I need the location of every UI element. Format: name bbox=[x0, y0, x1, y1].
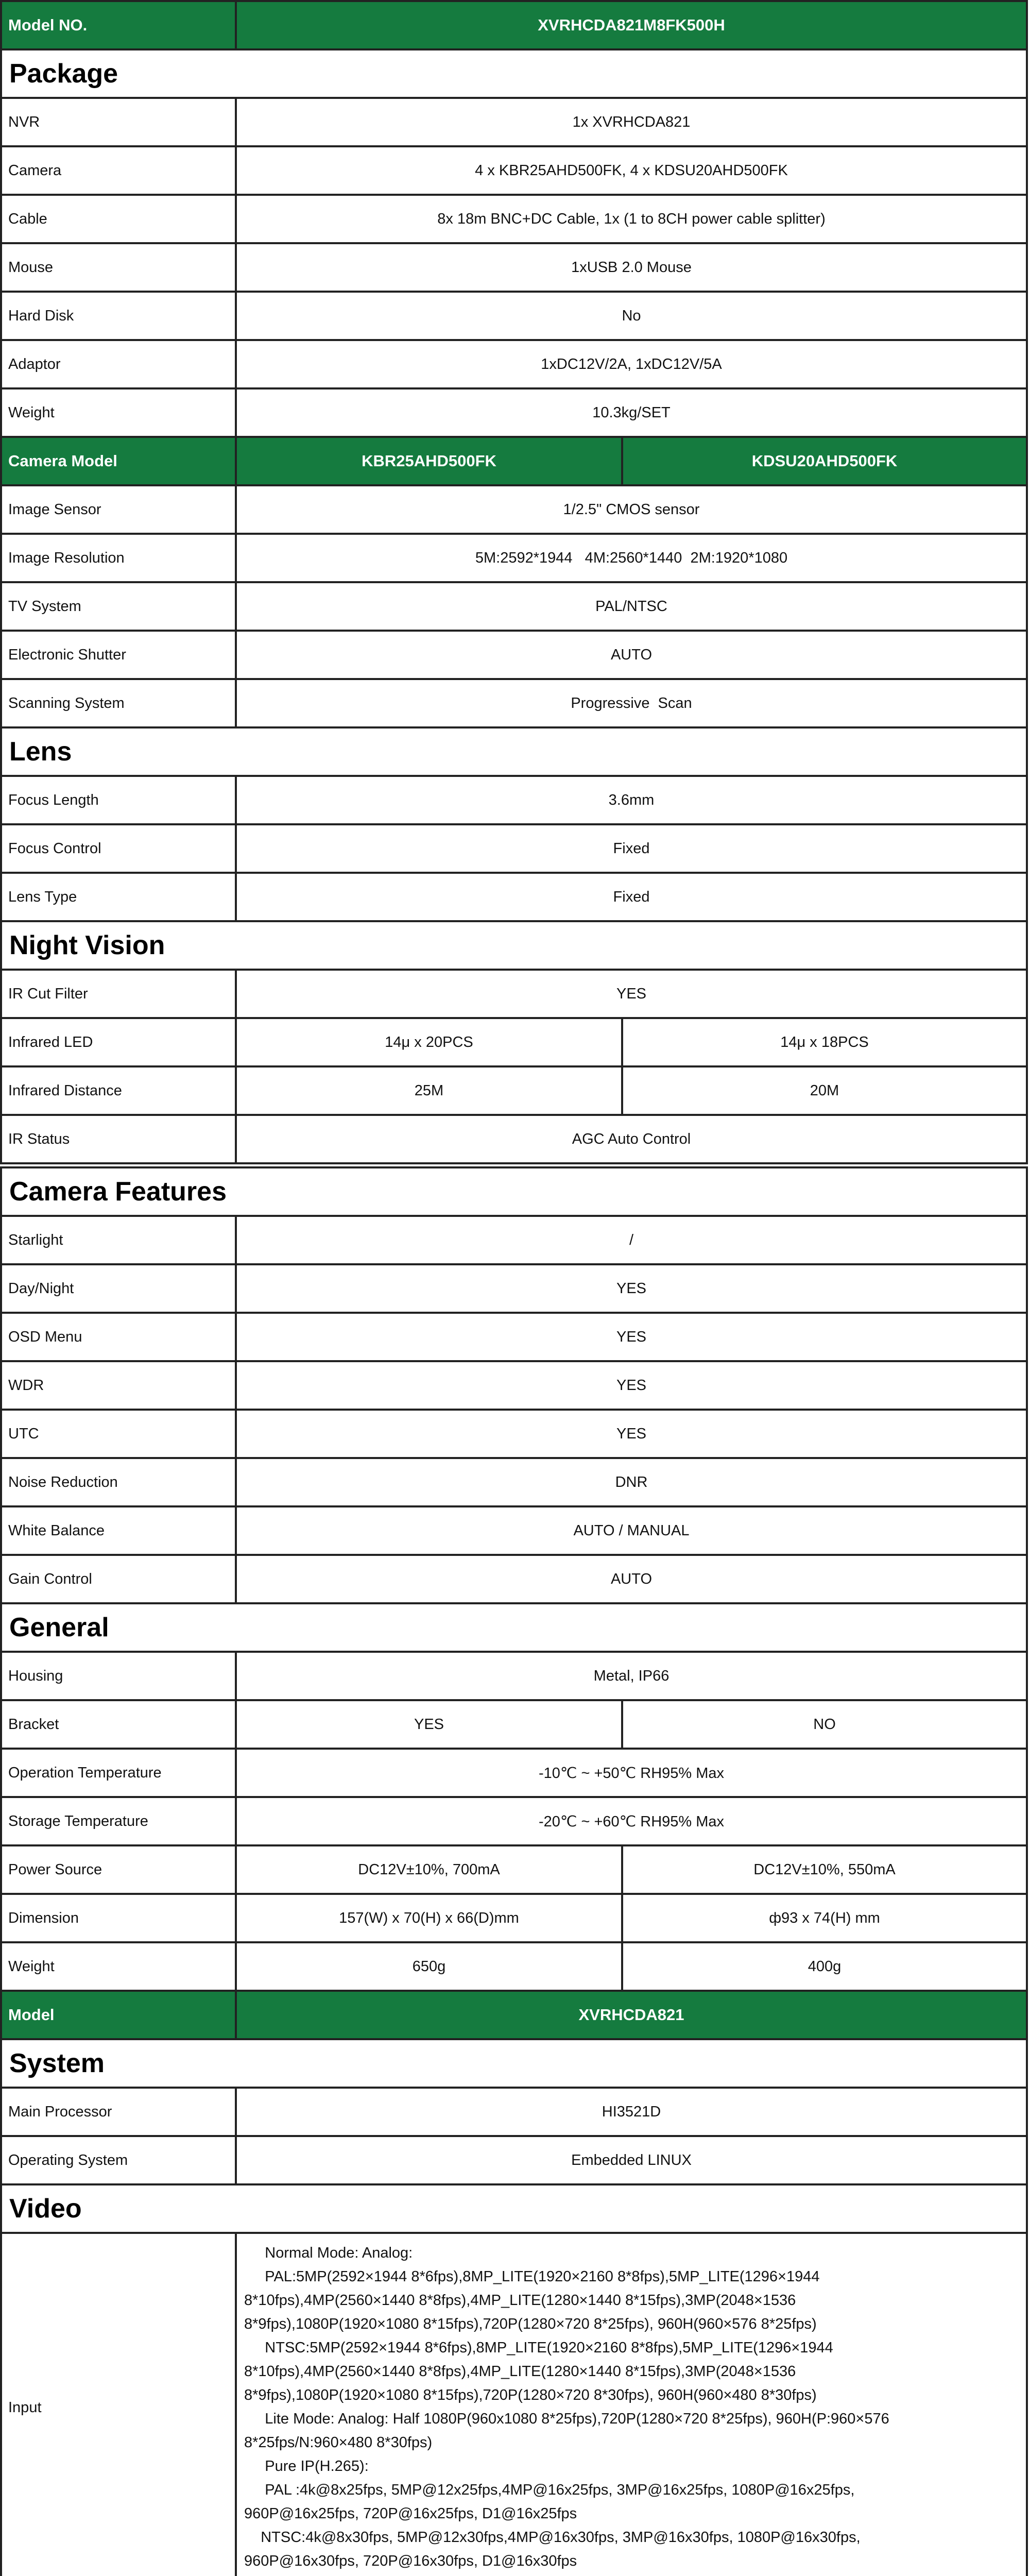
row-label: Camera bbox=[0, 145, 237, 196]
row-value: YES bbox=[235, 1409, 1028, 1459]
row-label: Operation Temperature bbox=[0, 1748, 237, 1798]
row-value: 1xUSB 2.0 Mouse bbox=[235, 242, 1028, 293]
table-row bbox=[0, 339, 1030, 389]
row-label: Main Processor bbox=[0, 2087, 237, 2137]
section-system bbox=[0, 2038, 1030, 2089]
model-no-value: XVRHCDA821M8FK500H bbox=[235, 0, 1028, 50]
table-row bbox=[0, 775, 1030, 825]
table-row bbox=[0, 678, 1030, 728]
row-label: Noise Reduction bbox=[0, 1457, 237, 1507]
row-label: IR Cut Filter bbox=[0, 969, 237, 1019]
camera-model-row bbox=[0, 436, 1030, 486]
row-value: YES bbox=[235, 1312, 1028, 1362]
row-value-col1: 157(W) x 70(H) x 66(D)mm bbox=[235, 1893, 623, 1943]
table-row bbox=[0, 1941, 1030, 1992]
row-value: Fixed bbox=[235, 823, 1028, 874]
table-row bbox=[0, 484, 1030, 535]
section-package bbox=[0, 48, 1030, 99]
row-label: Image Resolution bbox=[0, 533, 237, 583]
section-night-vision-title: Night Vision bbox=[0, 920, 1028, 971]
table-row bbox=[0, 242, 1030, 293]
row-value: 1x XVRHCDA821 bbox=[235, 97, 1028, 147]
row-value: AUTO bbox=[235, 630, 1028, 680]
table-row bbox=[0, 1796, 1030, 1846]
row-value: -10℃ ~ +50℃ RH95% Max bbox=[235, 1748, 1028, 1798]
table-row bbox=[0, 97, 1030, 147]
row-label: Gain Control bbox=[0, 1554, 237, 1604]
row-label: Input bbox=[0, 2232, 237, 2576]
row-value-col2: 14μ x 18PCS bbox=[621, 1017, 1028, 1067]
row-label: Operating System bbox=[0, 2135, 237, 2185]
table-row bbox=[0, 1065, 1030, 1116]
table-row bbox=[0, 1017, 1030, 1067]
row-value: AUTO bbox=[235, 1554, 1028, 1604]
table-row bbox=[0, 581, 1030, 632]
row-label: Adaptor bbox=[0, 339, 237, 389]
row-label: Starlight bbox=[0, 1215, 237, 1265]
model-no-label: Model NO. bbox=[0, 0, 237, 50]
row-label: TV System bbox=[0, 581, 237, 632]
row-value-col2: ф93 x 74(H) mm bbox=[621, 1893, 1028, 1943]
row-label: Power Source bbox=[0, 1844, 237, 1895]
row-label: Day/Night bbox=[0, 1263, 237, 1314]
row-value: AUTO / MANUAL bbox=[235, 1505, 1028, 1556]
row-value-col1: YES bbox=[235, 1699, 623, 1750]
row-label: Mouse bbox=[0, 242, 237, 293]
row-value: 4 x KBR25AHD500FK, 4 x KDSU20AHD500FK bbox=[235, 145, 1028, 196]
table-row bbox=[0, 872, 1030, 922]
row-value: 10.3kg/SET bbox=[235, 387, 1028, 438]
row-label: Storage Temperature bbox=[0, 1796, 237, 1846]
row-label: OSD Menu bbox=[0, 1312, 237, 1362]
row-label: Focus Control bbox=[0, 823, 237, 874]
table-row bbox=[0, 2087, 1030, 2137]
row-value: HI3521D bbox=[235, 2087, 1028, 2137]
row-value: Metal, IP66 bbox=[235, 1651, 1028, 1701]
table-row bbox=[0, 1312, 1030, 1362]
row-label: Housing bbox=[0, 1651, 237, 1701]
model-no-row bbox=[0, 0, 1030, 50]
row-value-col2: 400g bbox=[621, 1941, 1028, 1992]
row-label: Scanning System bbox=[0, 678, 237, 728]
table-row bbox=[0, 1457, 1030, 1507]
table-row bbox=[0, 969, 1030, 1019]
row-label: Focus Length bbox=[0, 775, 237, 825]
camera-model-label: Camera Model bbox=[0, 436, 237, 486]
row-value: 8x 18m BNC+DC Cable, 1x (1 to 8CH power cable splitter) bbox=[235, 194, 1028, 244]
row-value: AGC Auto Control bbox=[235, 1114, 1028, 1164]
row-value: YES bbox=[235, 969, 1028, 1019]
row-label: White Balance bbox=[0, 1505, 237, 1556]
row-label: NVR bbox=[0, 97, 237, 147]
section-video-title: Video bbox=[0, 2183, 1028, 2234]
model-value: XVRHCDA821 bbox=[235, 1990, 1028, 2040]
row-label: UTC bbox=[0, 1409, 237, 1459]
table-row bbox=[0, 1893, 1030, 1943]
row-label: IR Status bbox=[0, 1114, 237, 1164]
row-value-col1: DC12V±10%, 700mA bbox=[235, 1844, 623, 1895]
model-row bbox=[0, 1990, 1030, 2040]
row-label: Dimension bbox=[0, 1893, 237, 1943]
row-value: 1xDC12V/2A, 1xDC12V/5A bbox=[235, 339, 1028, 389]
row-value: 3.6mm bbox=[235, 775, 1028, 825]
row-value-col1: 650g bbox=[235, 1941, 623, 1992]
row-label: Image Sensor bbox=[0, 484, 237, 535]
camera-model-col2: KDSU20AHD500FK bbox=[621, 436, 1028, 486]
table-row bbox=[0, 387, 1030, 438]
row-value: YES bbox=[235, 1360, 1028, 1411]
row-value: -20℃ ~ +60℃ RH95% Max bbox=[235, 1796, 1028, 1846]
table-row bbox=[0, 2135, 1030, 2185]
table-row bbox=[0, 1505, 1030, 1556]
section-package-title: Package bbox=[0, 48, 1028, 99]
row-value: Embedded LINUX bbox=[235, 2135, 1028, 2185]
row-label: Electronic Shutter bbox=[0, 630, 237, 680]
row-value: YES bbox=[235, 1263, 1028, 1314]
camera-model-col1: KBR25AHD500FK bbox=[235, 436, 623, 486]
row-label: Weight bbox=[0, 1941, 237, 1992]
row-value: 5M:2592*1944 4M:2560*1440 2M:1920*1080 bbox=[235, 533, 1028, 583]
row-value: 1/2.5" CMOS sensor bbox=[235, 484, 1028, 535]
section-general-title: General bbox=[0, 1602, 1028, 1653]
table-row bbox=[0, 823, 1030, 874]
row-label: WDR bbox=[0, 1360, 237, 1411]
section-camera-features bbox=[0, 1166, 1030, 1217]
table-row bbox=[0, 1748, 1030, 1798]
section-system-title: System bbox=[0, 2038, 1028, 2089]
table-row bbox=[0, 1651, 1030, 1701]
table-row bbox=[0, 630, 1030, 680]
row-value: No bbox=[235, 291, 1028, 341]
table-row bbox=[0, 1409, 1030, 1459]
row-label: Hard Disk bbox=[0, 291, 237, 341]
section-video bbox=[0, 2183, 1030, 2234]
row-label: Infrared Distance bbox=[0, 1065, 237, 1116]
input-modes-text: Normal Mode: Analog: PAL:5MP(2592×1944 8*6fps),8MP_LITE(1920×2160 8*8fps),5MP_LITE(1296×1944 8*10fps),4MP(2560×1440 8*8fps),4MP_LITE(1280×1440 8*15fps),3MP(2048×1536 8*9fps),1080P(1920×1080 8*15fps),720P(1280×720 8*25fps), 960H(960×576 8*25fps) NTSC:5MP(2592×1944 8*6fps),8MP_LITE(1920×2160 8*8fps),5MP_LITE(1296×1944 8*10fps),4MP(2560×1440 8*8fps),4MP_LITE(1280×1440 8*15fps),3MP(2048×1536 8*9fps),1080P(1920×1080 8*15fps),720P(1280×720 8*30fps), 960H(960×480 8*30fps) Lite Mode: Analog: Half 1080P(960x1080 8*25fps),720P(1280×720 8*25fps), 960H(P:960×576 8*25fps/N:960×480 8*30fps) Pure IP(H.265): PAL :4k@8x25fps, 5MP@12x25fps,4MP@16x25fps, 3MP@16x25fps, 1080P@16x25fps, 960P@16x25fps, 720P@16x25fps, D1@16x25fps NTSC:4k@8x30fps, 5MP@12x30fps,4MP@16x30fps, 3MP@16x30fps, 1080P@16x30fps, 960P@16x30fps, 720P@16x30fps, D1@16x30fps bbox=[235, 2232, 1028, 2576]
row-value: / bbox=[235, 1215, 1028, 1265]
model-label: Model bbox=[0, 1990, 237, 2040]
table-row bbox=[0, 1114, 1030, 1164]
table-row bbox=[0, 291, 1030, 341]
row-label: Cable bbox=[0, 194, 237, 244]
row-value: PAL/NTSC bbox=[235, 581, 1028, 632]
row-value-col2: DC12V±10%, 550mA bbox=[621, 1844, 1028, 1895]
row-label: Weight bbox=[0, 387, 237, 438]
section-general bbox=[0, 1602, 1030, 1653]
row-value: Fixed bbox=[235, 872, 1028, 922]
section-lens bbox=[0, 726, 1030, 777]
row-value-col2: 20M bbox=[621, 1065, 1028, 1116]
row-label: Bracket bbox=[0, 1699, 237, 1750]
row-value: DNR bbox=[235, 1457, 1028, 1507]
table-row bbox=[0, 1699, 1030, 1750]
table-row bbox=[0, 1263, 1030, 1314]
section-night-vision bbox=[0, 920, 1030, 971]
table-row bbox=[0, 145, 1030, 196]
row-label: Lens Type bbox=[0, 872, 237, 922]
table-row bbox=[0, 533, 1030, 583]
row-label: Infrared LED bbox=[0, 1017, 237, 1067]
section-lens-title: Lens bbox=[0, 726, 1028, 777]
table-row bbox=[0, 1360, 1030, 1411]
table-row bbox=[0, 2232, 1030, 2576]
table-row bbox=[0, 1554, 1030, 1604]
row-value-col1: 14μ x 20PCS bbox=[235, 1017, 623, 1067]
section-camera-features-title: Camera Features bbox=[0, 1166, 1028, 1217]
row-value-col1: 25M bbox=[235, 1065, 623, 1116]
table-row bbox=[0, 194, 1030, 244]
table-row bbox=[0, 1215, 1030, 1265]
row-value-col2: NO bbox=[621, 1699, 1028, 1750]
row-value: Progressive Scan bbox=[235, 678, 1028, 728]
table-row bbox=[0, 1844, 1030, 1895]
